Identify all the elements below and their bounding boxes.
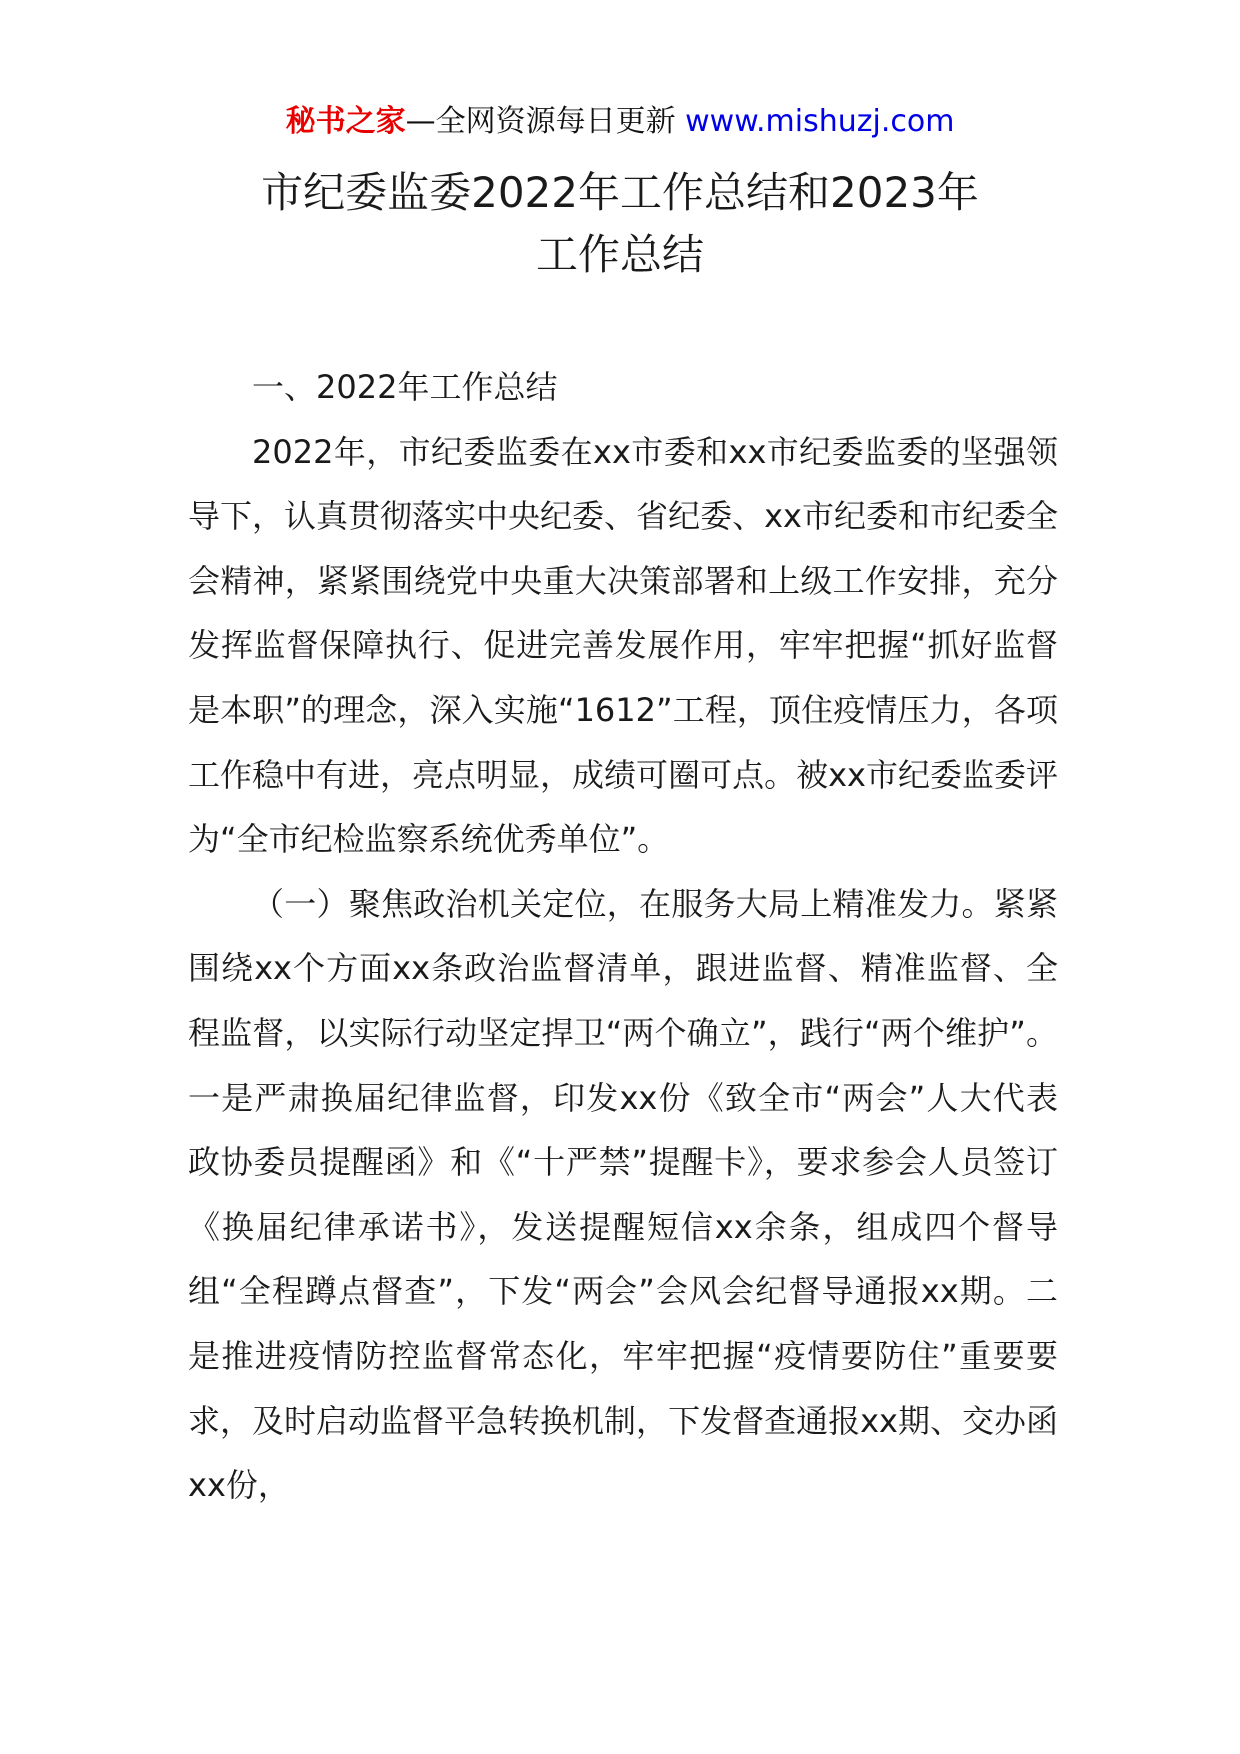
watermark-header xyxy=(0,100,1240,144)
body-paragraph: 2022年，市纪委监委在xx市委和xx市纪委监委的坚强领导下，认真贯彻落实中央纪委、省纪委、xx市纪委和市纪委全会精神，紧紧围绕党中央重大决策部署和上级工作安排，充分发挥监督保障执行、促进完善发展作用，牢牢把握“抓好监督是本职”的理念，深入实施“1612”工程，顶住疫情压力，各项工作稳中有进，亮点明显，成绩可圈可点。被xx市纪委监委评为“全市纪检监察系统优秀单位”。 xyxy=(188,432,1058,859)
document-title-line-2: 工作总结 xyxy=(535,230,704,279)
section-heading: 一、2022年工作总结 xyxy=(252,368,558,406)
body-paragraph: （一）聚焦政治机关定位，在服务大局上精准发力。紧紧围绕xx个方面xx条政治监督清单，跟进监督、精准监督、全程监督，以实际行动坚定捍卫“两个确立”，践行“两个维护”。一是严肃换届纪律监督，印发xx份《致全市“两会”人大代表政协委员提醒函》和《“十严禁”提醒卡》，要求参会人员签订《换届纪律承诺书》，发送提醒短信xx余条，组成四个督导组“全程蹲点督查”，下发“两会”会风会纪督导通报xx期。二是推进疫情防控监督常态化，牢牢把握“疫情要防住”重要要求，及时启动监督平急转换机制，下发督查通报xx期、交办函xx份， xyxy=(188,884,1058,1505)
document-title-line-1: 市纪委监委2022年工作总结和2023年 xyxy=(261,168,979,217)
website-link[interactable]: www.mishuzj.com xyxy=(685,104,955,139)
brand-name: 秘书之家 xyxy=(285,104,406,139)
header-slogan: —全网资源每日更新 xyxy=(405,104,686,139)
document-title xyxy=(150,162,1090,286)
document-body xyxy=(188,355,1058,1518)
